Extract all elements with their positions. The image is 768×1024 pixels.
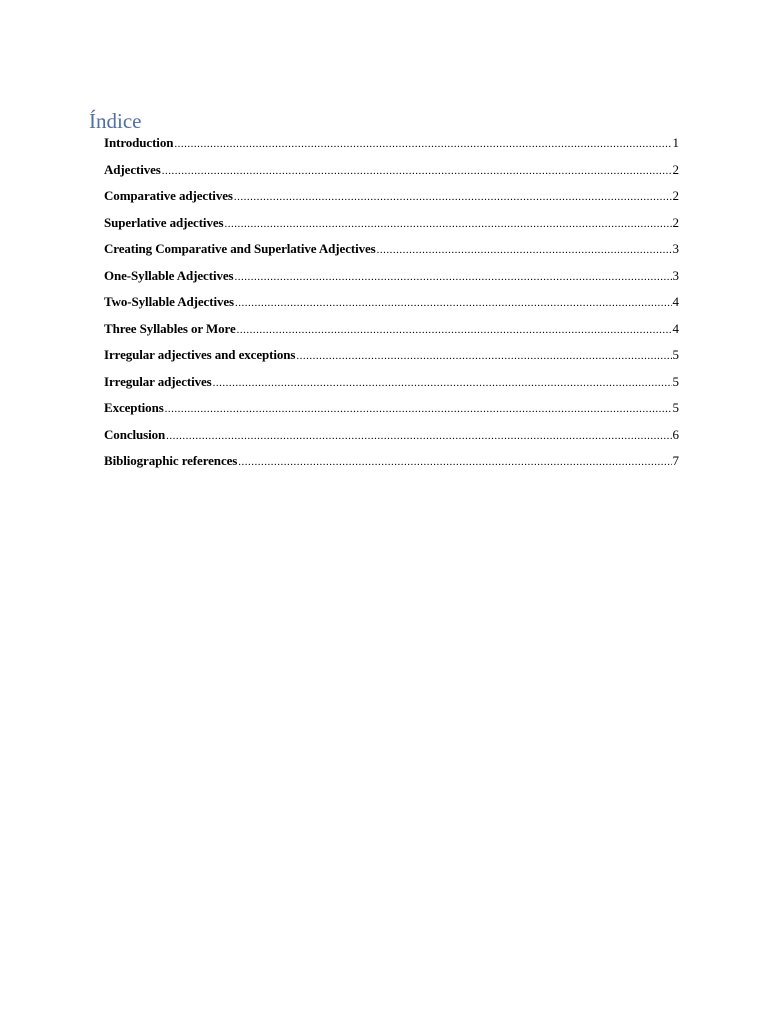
toc-entry-page-number: 7 bbox=[672, 453, 679, 468]
toc-entry-irregular-adjectives-and-exceptions[interactable] bbox=[104, 345, 679, 372]
toc-entry-page-number: 5 bbox=[672, 400, 679, 415]
dot-leader bbox=[174, 134, 671, 154]
toc-entry-title: Irregular adjectives bbox=[104, 373, 212, 389]
toc-entry-title: Introduction bbox=[104, 135, 174, 150]
dot-leader bbox=[166, 426, 671, 446]
dot-leader bbox=[213, 373, 672, 393]
toc-entry-page-number: 4 bbox=[672, 294, 679, 309]
toc-entry-three-syllables-or-more[interactable] bbox=[104, 319, 679, 346]
table-of-contents bbox=[104, 133, 679, 478]
toc-entry-page-number: 2 bbox=[672, 214, 679, 230]
dot-leader bbox=[235, 267, 672, 287]
toc-entry-title: One-Syllable Adjectives bbox=[104, 267, 234, 283]
toc-entry-title: Comparative adjectives bbox=[104, 188, 233, 203]
dot-leader bbox=[235, 293, 672, 313]
toc-entry-page-number: 1 bbox=[672, 135, 679, 150]
toc-entry-title: Two-Syllable Adjectives bbox=[104, 294, 234, 309]
toc-entry-two-syllable-adjectives[interactable] bbox=[104, 292, 679, 319]
toc-entry-irregular-adjectives[interactable] bbox=[104, 372, 679, 399]
toc-entry-title: Superlative adjectives bbox=[104, 214, 224, 230]
toc-entry-comparative-adjectives[interactable] bbox=[104, 186, 679, 213]
toc-entry-page-number: 4 bbox=[672, 320, 679, 336]
dot-leader bbox=[377, 240, 672, 260]
toc-entry-creating-comparative-superlative[interactable] bbox=[104, 239, 679, 266]
toc-entry-title: Bibliographic references bbox=[104, 453, 238, 468]
dot-leader bbox=[165, 399, 672, 419]
toc-entry-bibliographic-references[interactable] bbox=[104, 451, 679, 478]
toc-entry-conclusion[interactable] bbox=[104, 425, 679, 452]
dot-leader bbox=[296, 346, 671, 366]
dot-leader bbox=[224, 214, 671, 234]
toc-entry-superlative-adjectives[interactable] bbox=[104, 213, 679, 240]
toc-entry-introduction[interactable] bbox=[104, 133, 679, 160]
toc-entry-title: Creating Comparative and Superlative Adjectives bbox=[104, 241, 376, 256]
toc-entry-page-number: 3 bbox=[672, 267, 679, 283]
toc-heading: Índice bbox=[89, 109, 142, 133]
toc-entry-page-number: 6 bbox=[672, 426, 679, 442]
toc-entry-title: Exceptions bbox=[104, 400, 164, 415]
toc-entry-title: Irregular adjectives and exceptions bbox=[104, 347, 296, 362]
toc-entry-page-number: 2 bbox=[672, 188, 679, 203]
toc-entry-page-number: 3 bbox=[672, 241, 679, 256]
toc-entry-adjectives[interactable] bbox=[104, 160, 679, 187]
dot-leader bbox=[162, 161, 672, 181]
dot-leader bbox=[234, 187, 672, 207]
toc-entry-page-number: 2 bbox=[672, 161, 679, 177]
toc-entry-title: Conclusion bbox=[104, 426, 166, 442]
toc-entry-exceptions[interactable] bbox=[104, 398, 679, 425]
dot-leader bbox=[238, 452, 671, 472]
toc-entry-page-number: 5 bbox=[672, 373, 679, 389]
toc-entry-title: Three Syllables or More bbox=[104, 320, 236, 336]
dot-leader bbox=[237, 320, 672, 340]
toc-entry-page-number: 5 bbox=[672, 347, 679, 362]
toc-entry-one-syllable-adjectives[interactable] bbox=[104, 266, 679, 293]
toc-entry-title: Adjectives bbox=[104, 161, 161, 177]
